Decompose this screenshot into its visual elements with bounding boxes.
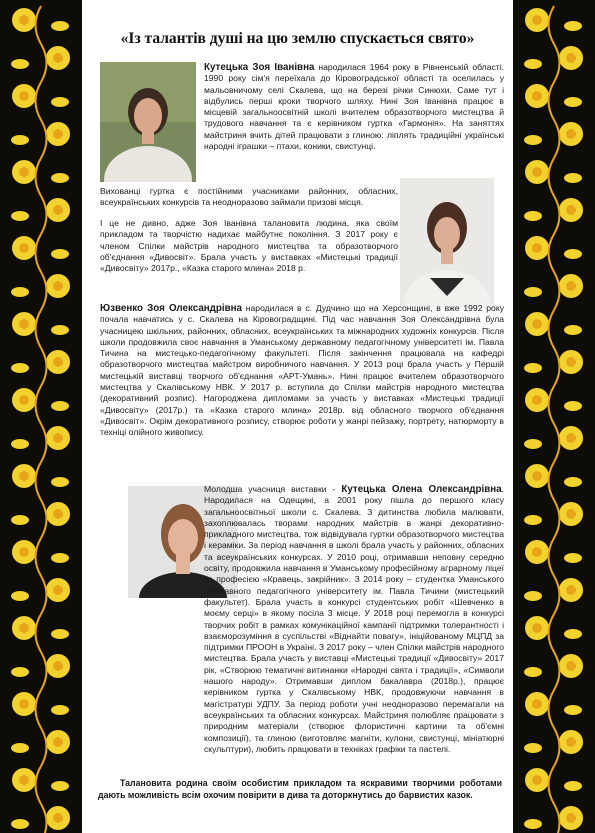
person3-intro: Молодша учасниця виставки - [204, 484, 342, 494]
person3-name: Кутецька Олена Олександрівна [341, 484, 502, 495]
person2-block [100, 303, 504, 439]
closing-paragraph: Талановита родина своїм особистим прикладом та яскравими творчими роботами дають можливість всім охочим повірити в дива та доторкнутись до барвистих казок. [98, 778, 502, 800]
page-title: «Із талантів душі на цю землю спускається свято» [120, 30, 475, 47]
portrait-photo-1 [100, 62, 196, 182]
person2-name: Юзвенко Зоя Олександрівна [100, 303, 242, 314]
ornament-border-left [0, 0, 82, 833]
person2-text: народилася в с. Дудчино що на Херсонщині, в вже 1992 року почала навчатись у с. Скалева на Кіровоградщині. Під час навчання Зоя Олександрівна була учасницею шкільних, районних, обласних, всеукраїнських та міжнародних художніх конкурсів. Після школи продовжила своє навчання в Уманському державному педагогічному університеті ім. Павла Тичина на мистецько-педагогічному факультеті. Після закінчення працювала на кафедрі образотворчого мистецтва майстром виробничого навчання. У 2013 році брала участь у Першій мистецькій виставці творчого об'єднання «АРТ-Умань». Нині працює вчителем образотворчого мистецтва у Скалівському НВК. У 2017 р. вступила до Спілки майстрів народного мистецтва (декоративний розпис). Нагороджена дипломами за участь у виставках «Мистецькі традиції «Дивосвіту» (2017р.) та «Казка старого млина» 2018р. від обласного творчого об'єднання «Дивосвіт». Окрім декоративного розпису, створює роботи у жанрі пейзажу, портрету, натюрморту в техніці олійного живопису. [100, 303, 504, 438]
person1-paragraph-2: Вихованці гуртка є постійними учасниками районних, обласних, всеукраїнських конкурсів та неодноразово займали призові місця. [100, 186, 398, 208]
ornament-pattern-icon [513, 0, 595, 833]
ornament-pattern-icon [0, 0, 82, 833]
person1-paragraph-3: І це не дивно, адже Зоя Іванівна талановита людина, яка своїм прикладом та творчістю надихає майбутнє покоління. З 2017 року є членом Спілки майстрів народного мистецтва та образотворчого об'єднання «Дивосвіт». Брала участь у виставках «Мистецькі традиції «Дивосвіту» 2017р., «Казка старого млина» 2018 р. [100, 218, 398, 274]
ornament-border-right [513, 0, 595, 833]
portrait-photo-2 [400, 178, 494, 308]
person1-name: Кутецька Зоя Іванівна [204, 62, 315, 73]
person1-text: народилася 1964 року в Рівненській області. 1990 року сім'я переїхала до Кіровоградської області та оселилась у мальовничому селі Скалева, що на березі річки Синюхи. Саме тут і відбулись перші кроки творчого шляху. Нині Зоя Іванівна працює в місцевій загальноосвітній школі вчителем образотворчого мистецтва й трудового навчання та є керівником гуртка «Гармонія». На заняттях майстриня вчить дітей працювати з глиною: ліплять традиційні українські народні іграшки – птахи, коники, свистунці. [204, 62, 505, 152]
person3-text: . Народилася на Одещині, а 2001 року пішла до першого класу загальноосвітньої школи с. Скалева. З дитинства любила малювати, захоплювалась творами народних майстрів в жанрі декоративно-прикладного мистецтва, тож відвідувала гуртки образотворчого мистецтва і кераміки. За період навчання в школі брала участь у районних, обласних та всеукраїнських конкурсах. У 2010 році, отримавши неповну середню освіту, продовжила навчання в Уманському професійному аграрному ліцеї за професією «Кравець, закрійник». З 2014 року – студентка Уманського державного педагогічного університету ім. Павла Тичини (мистецький факультет). Брала участь в конкурсі студентських робіт «Шевченко в моєму серці» в якому посіла 3 місце. У 2018 році перемогла в конкурсі творчих робіт в рамках комунікаційної кампанії підтримки толерантності і взаєморозуміння в суспільстві «Віднайти повагу», ініційованому МЦПД за підтримки ПРООН в Україні. З 2017 року – член Спілки майстрів народного мистецтва. Брала участь у виставці «Мистецькі традиції «Дивосвіту» 2017 рік, «Створюю тематичні витинанки «Народні свята і традиції», «Символи нашого народу». Отримавши диплом бакалавра (2018р.), працює керівником гуртка у Скалівському НВК, продовжуючи навчання в магістратурі УДПУ. За період роботи учні неодноразово перемагали на всеукраїнських та обласних конкурсах. Майстриня полюбляє працювати з природним матеріали (створює флористичні картини та об'ємні композиції), та глиною (виготовляє магніти, кулони, свистунці, мініатюрні скульптури), любить працювати в техніках графіки та пастелі. [204, 484, 505, 754]
person1-intro [204, 62, 504, 152]
page-content [88, 0, 507, 833]
person3-block [204, 484, 504, 755]
